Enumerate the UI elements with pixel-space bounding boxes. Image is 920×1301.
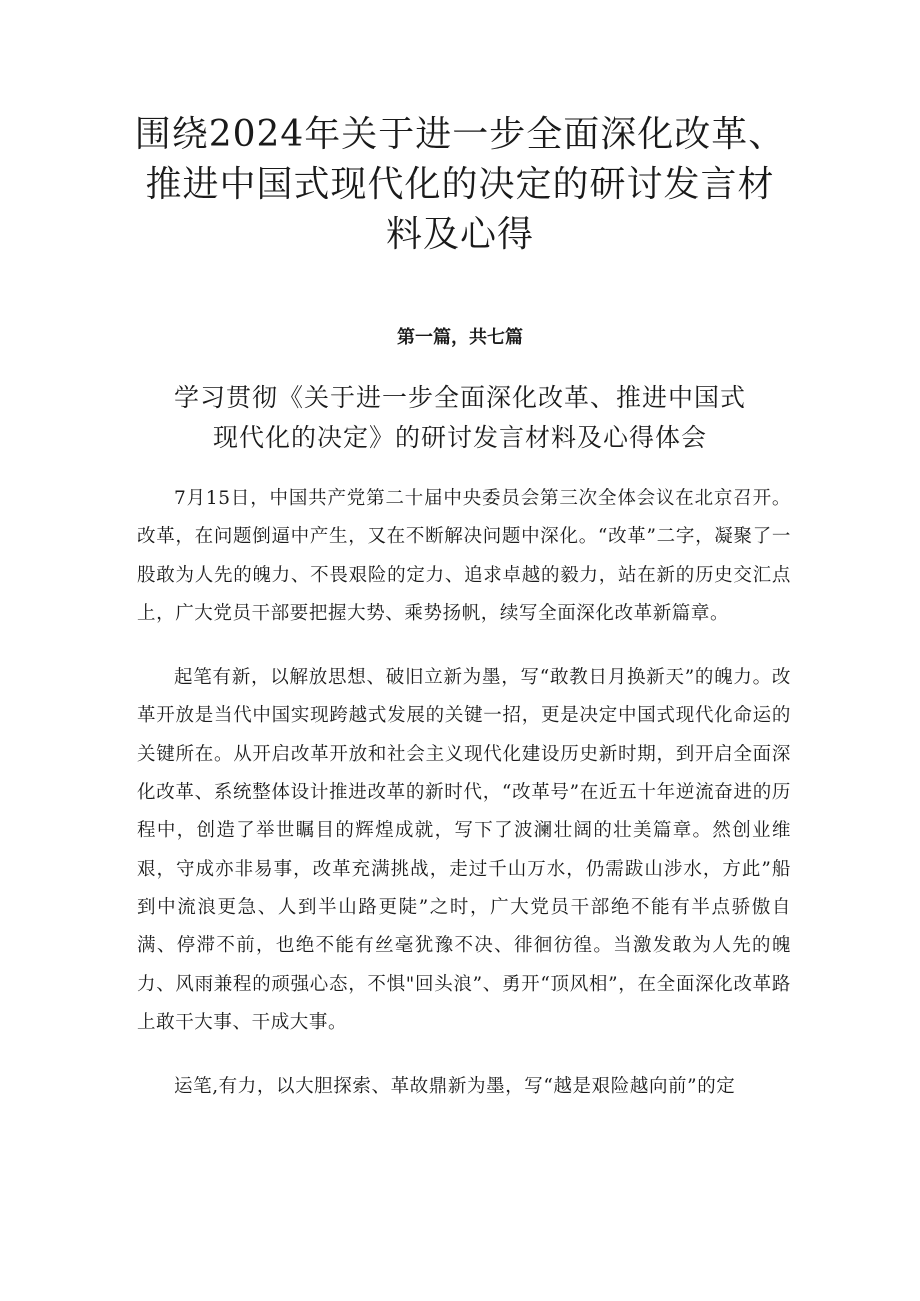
part-label: 第一篇，共七篇 [397, 327, 523, 348]
paragraph: 运笔,有力，以大胆探索、革故鼎新为墨，写“越是艰险越向前”的定 [174, 1076, 736, 1098]
document-title: 围绕2024年关于进一步全面深化改革、推进中国式现代化的决定的研讨发言材料及心得 [134, 114, 786, 255]
paragraph: 起笔有新，以解放思想、破旧立新为墨，写“敢教日月换新天”的魄力。改革开放是当代中国实现跨越式发展的关键一招，更是决定中国式现代化命运的关键所在。从开启改革开放和社会主义现代化建设历史新时期，到开启全面深化改革、系统整体设计推进改革的新时代，“改革号”在近五十年逆流奋进的历程中，创造了举世瞩目的辉煌成就，写下了波澜壮阔的壮美篇章。然创业维艰，守成亦非易事，改革充满挑战，走过千山万水，仍需跋山涉水，方此”船到中流浪更急、人到半山路更陡”之时，广大党员干部绝不能有半点骄傲自满、停滞不前，也绝不能有丝毫犹豫不决、徘徊彷徨。当激发敢为人先的魄力、风雨兼程的顽强心态，不惧"回头浪”、勇开“顶风相”，在全面深化改革路上敢干大事、干成大事。 [137, 667, 791, 1033]
document-body [137, 480, 791, 1132]
paragraph: 7月15日，中国共产党第二十届中央委员会第三次全体会议在北京召开。改革，在问题倒逼中产生，又在不断解决问题中深化。“改革”二字，凝聚了一股敢为人先的魄力、不畏艰险的定力、追求卓越的毅力，站在新的历史交汇点上，广大党员干部要把握大势、乘势扬帆，续写全面深化改革新篇章。 [137, 488, 791, 624]
document-subtitle: 学习贯彻《关于进一步全面深化改革、推进中国式现代化的决定》的研讨发言材料及心得体会 [173, 383, 746, 452]
